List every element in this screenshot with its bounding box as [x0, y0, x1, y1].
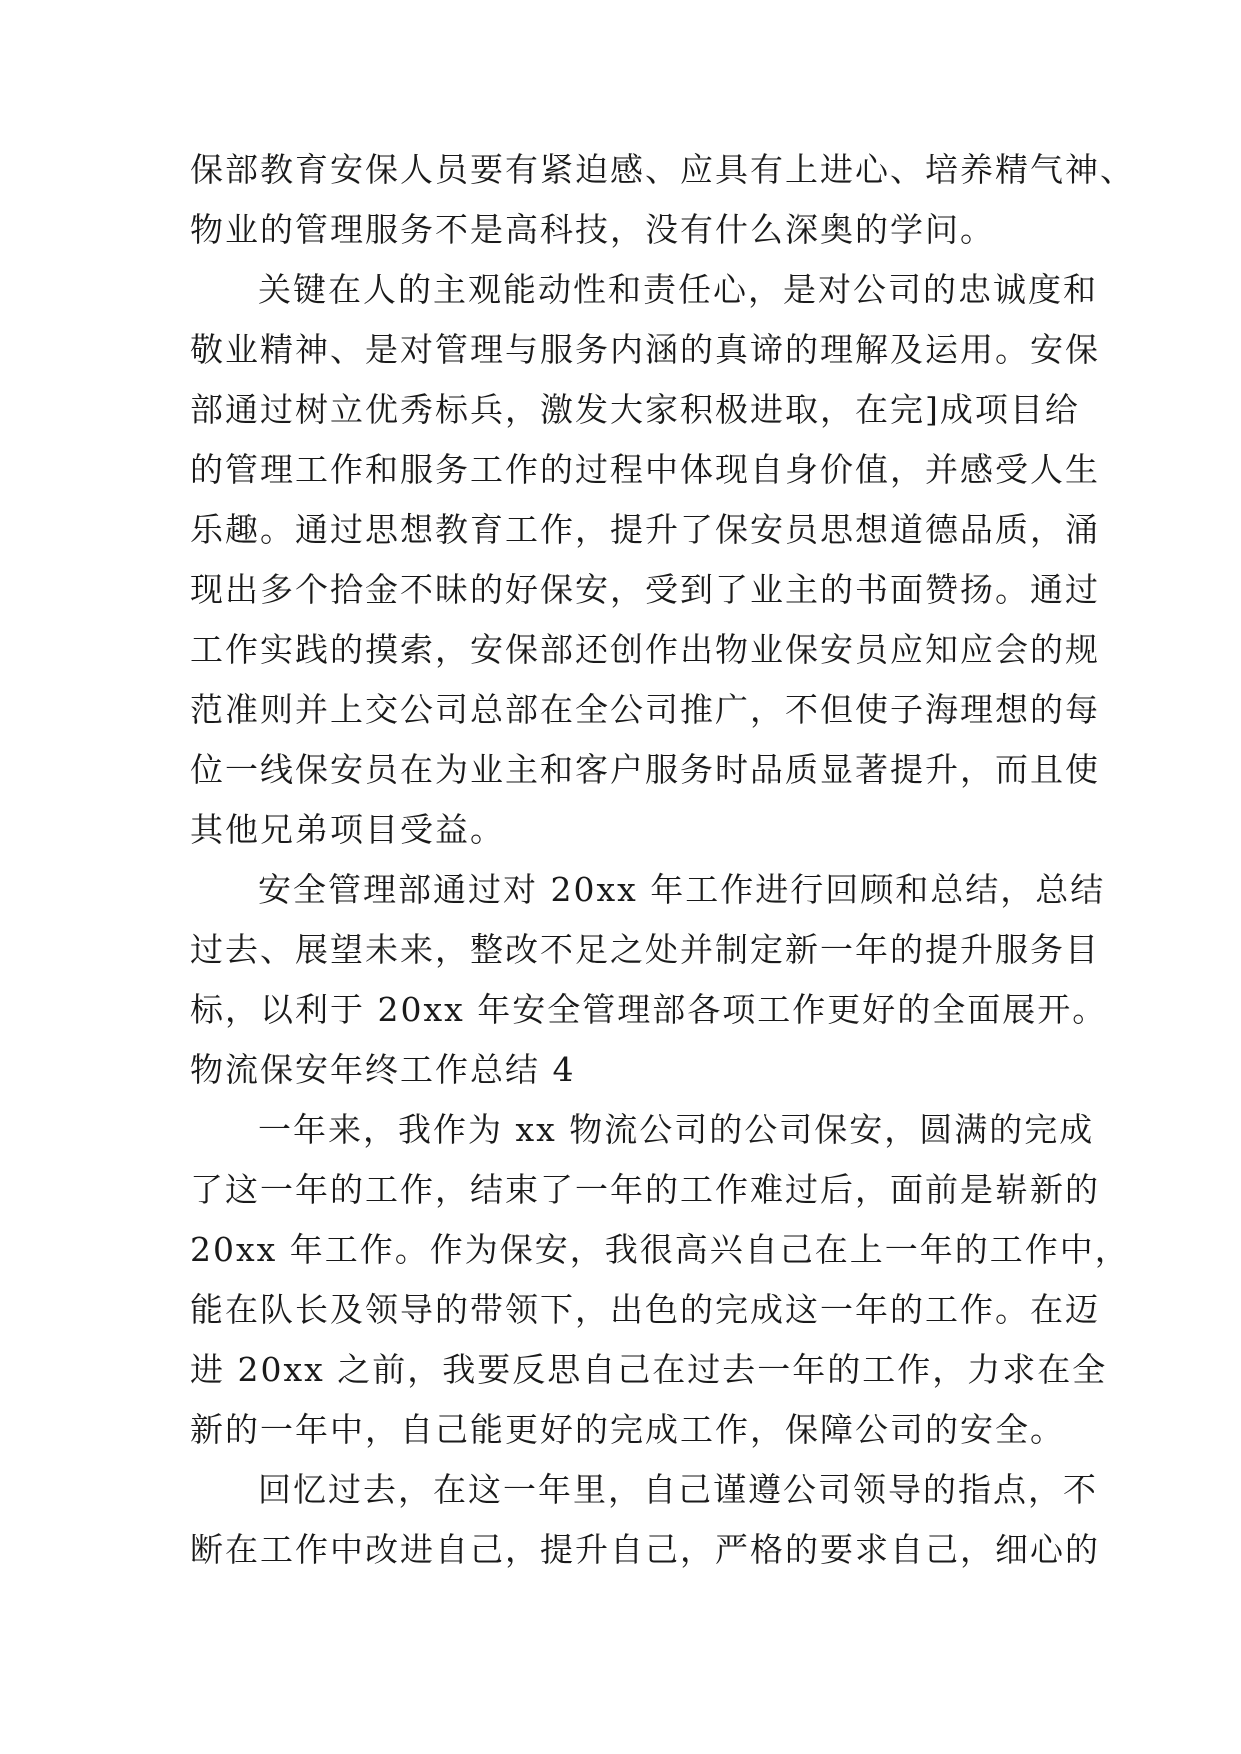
- paragraph-line: 断在工作中改进自己，提升自己，严格的要求自己，细心的: [190, 1530, 1100, 1569]
- paragraph-line: 进 20xx 之前，我要反思自己在过去一年的工作，力求在全: [190, 1350, 1108, 1389]
- section-heading: 物流保安年终工作总结 4: [190, 1050, 576, 1089]
- paragraph-line: 现出多个拾金不昧的好保安，受到了业主的书面赞扬。通过: [190, 570, 1100, 609]
- paragraph-line: 标，以利于 20xx 年安全管理部各项工作更好的全面展开。: [190, 990, 1108, 1029]
- paragraph-line: 回忆过去，在这一年里，自己谨遵公司领导的指点，不: [258, 1470, 1098, 1509]
- paragraph-line: 过去、展望未来，整改不足之处并制定新一年的提升服务目: [190, 930, 1100, 969]
- paragraph-line: 的管理工作和服务工作的过程中体现自身价值，并感受人生: [190, 450, 1100, 489]
- paragraph-line: 范准则并上交公司总部在全公司推广，不但使子海理想的每: [190, 690, 1100, 729]
- paragraph-line: 了这一年的工作，结束了一年的工作难过后，面前是崭新的: [190, 1170, 1100, 1209]
- paragraph-line: 位一线保安员在为业主和客户服务时品质显著提升，而且使: [190, 750, 1100, 789]
- paragraph-line: 其他兄弟项目受益。: [190, 810, 505, 849]
- paragraph-line: 能在队长及领导的带领下，出色的完成这一年的工作。在迈: [190, 1290, 1100, 1329]
- paragraph-line: 新的一年中，自己能更好的完成工作，保障公司的安全。: [190, 1410, 1065, 1449]
- paragraph-line: 一年来，我作为 xx 物流公司的公司保安，圆满的完成: [258, 1110, 1095, 1149]
- paragraph-line: 物业的管理服务不是高科技，没有什么深奥的学问。: [190, 210, 995, 249]
- paragraph-line: 工作实践的摸索，安保部还创作出物业保安员应知应会的规: [190, 630, 1100, 669]
- paragraph-line: 乐趣。通过思想教育工作，提升了保安员思想道德品质，涌: [190, 510, 1100, 549]
- paragraph-line: 敬业精神、是对管理与服务内涵的真谛的理解及运用。安保: [190, 330, 1100, 369]
- paragraph-line: 关键在人的主观能动性和责任心，是对公司的忠诚度和: [258, 270, 1098, 309]
- paragraph-line: 保部教育安保人员要有紧迫感、应具有上进心、培养精气神、: [190, 150, 1135, 189]
- paragraph-line: 部通过树立优秀标兵，激发大家积极进取，在完]成项目给: [190, 390, 1080, 429]
- paragraph-line: 安全管理部通过对 20xx 年工作进行回顾和总结，总结: [258, 870, 1106, 909]
- paragraph-line: 20xx 年工作。作为保安，我很高兴自己在上一年的工作中，: [190, 1230, 1130, 1269]
